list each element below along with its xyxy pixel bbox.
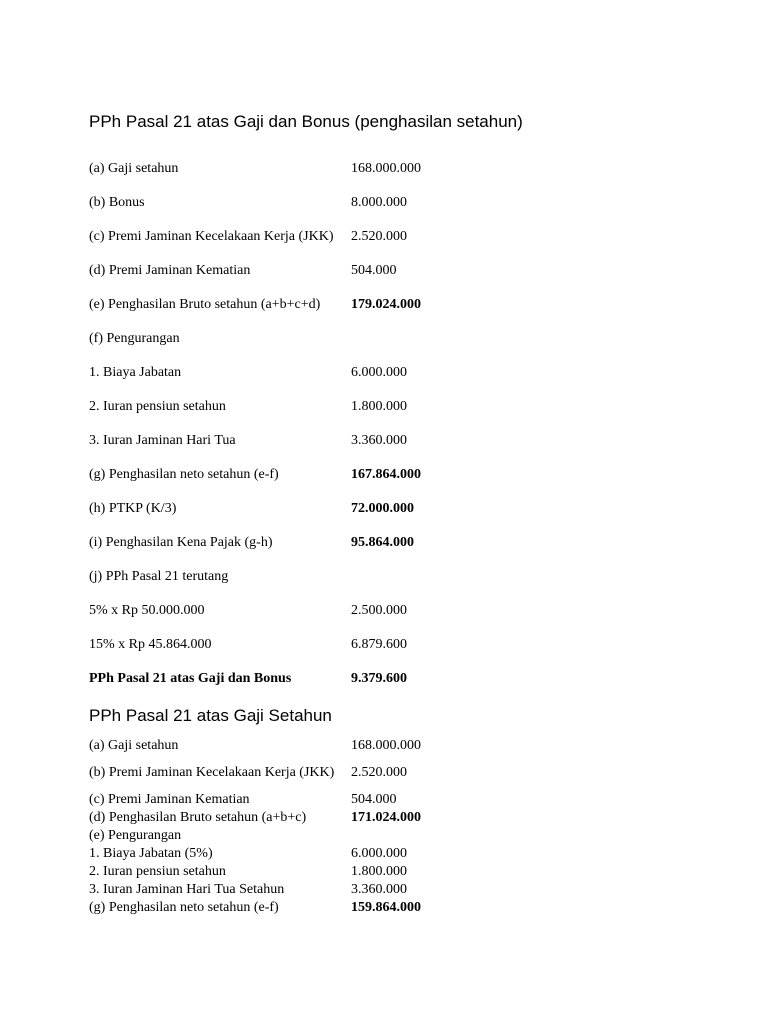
row-value: 171.024.000: [351, 809, 421, 825]
section-title: PPh Pasal 21 atas Gaji Setahun: [89, 706, 332, 725]
row-value: 159.864.000: [351, 899, 421, 915]
row-value: 168.000.000: [351, 160, 421, 176]
row-label: (c) Premi Jaminan Kematian: [89, 791, 250, 807]
row-value: 8.000.000: [351, 194, 407, 210]
row-value: 179.024.000: [351, 296, 421, 312]
row-label: (d) Premi Jaminan Kematian: [89, 262, 251, 278]
table-row: [89, 736, 709, 754]
table-row: [89, 593, 709, 627]
row-label: 3. Iuran Jaminan Hari Tua: [89, 432, 236, 448]
row-value: 168.000.000: [351, 737, 421, 753]
table-row: [89, 880, 709, 898]
row-value: 95.864.000: [351, 534, 414, 550]
row-label: (d) Penghasilan Bruto setahun (a+b+c): [89, 809, 307, 825]
row-value: 6.000.000: [351, 364, 407, 380]
row-value: 9.379.600: [351, 670, 407, 686]
row-value: 6.879.600: [351, 636, 407, 652]
row-label: (g) Penghasilan neto setahun (e-f): [89, 899, 279, 915]
row-label: 2. Iuran pensiun setahun: [89, 863, 226, 879]
row-value: 3.360.000: [351, 432, 407, 448]
table-row: [89, 355, 709, 389]
row-label: (h) PTKP (K/3): [89, 500, 177, 516]
table-row: [89, 844, 709, 862]
row-label: (j) PPh Pasal 21 terutang: [89, 568, 229, 584]
row-label: (g) Penghasilan neto setahun (e-f): [89, 466, 279, 482]
row-label: 1. Biaya Jabatan (5%): [89, 845, 213, 861]
table-row: [89, 151, 709, 185]
table-row: [89, 808, 709, 826]
table-row: [89, 185, 709, 219]
tax-calculation-table: [89, 151, 709, 695]
row-label: (f) Pengurangan: [89, 330, 180, 346]
row-label: 3. Iuran Jaminan Hari Tua Setahun: [89, 881, 285, 897]
row-label: 2. Iuran pensiun setahun: [89, 398, 226, 414]
table-row: [89, 219, 709, 253]
row-value: 2.520.000: [351, 228, 407, 244]
row-label: (a) Gaji setahun: [89, 160, 179, 176]
section-title: PPh Pasal 21 atas Gaji dan Bonus (penghasilan setahun): [89, 112, 523, 131]
row-value: 72.000.000: [351, 500, 414, 516]
table-row: [89, 423, 709, 457]
table-row: [89, 457, 709, 491]
row-label: (a) Gaji setahun: [89, 737, 179, 753]
row-value: 3.360.000: [351, 881, 407, 897]
row-label: 1. Biaya Jabatan: [89, 364, 182, 380]
table-row: [89, 287, 709, 321]
table-row: [89, 253, 709, 287]
table-row: [89, 321, 709, 355]
table-row: [89, 559, 709, 593]
row-label: (b) Bonus: [89, 194, 145, 210]
row-value: 6.000.000: [351, 845, 407, 861]
row-value: 2.500.000: [351, 602, 407, 618]
table-row: [89, 862, 709, 880]
table-row: [89, 754, 709, 790]
table-row: [89, 525, 709, 559]
tax-calculation-table: [89, 736, 709, 916]
table-row: [89, 389, 709, 423]
row-label: (b) Premi Jaminan Kecelakaan Kerja (JKK): [89, 764, 335, 780]
row-label: 15% x Rp 45.864.000: [89, 636, 212, 652]
row-value: 2.520.000: [351, 764, 407, 780]
row-label: (i) Penghasilan Kena Pajak (g-h): [89, 534, 273, 550]
row-value: 504.000: [351, 262, 397, 278]
table-row: [89, 790, 709, 808]
row-label: 5% x Rp 50.000.000: [89, 602, 205, 618]
row-value: 1.800.000: [351, 863, 407, 879]
row-value: 167.864.000: [351, 466, 421, 482]
total-row: [89, 661, 709, 695]
row-label: (c) Premi Jaminan Kecelakaan Kerja (JKK): [89, 228, 334, 244]
row-label: (e) Penghasilan Bruto setahun (a+b+c+d): [89, 296, 321, 312]
row-value: 1.800.000: [351, 398, 407, 414]
row-label: PPh Pasal 21 atas Gaji dan Bonus: [89, 670, 292, 686]
table-row: [89, 627, 709, 661]
table-row: [89, 491, 709, 525]
row-label: (e) Pengurangan: [89, 827, 182, 843]
table-row: [89, 826, 709, 844]
table-row: [89, 898, 709, 916]
row-value: 504.000: [351, 791, 397, 807]
